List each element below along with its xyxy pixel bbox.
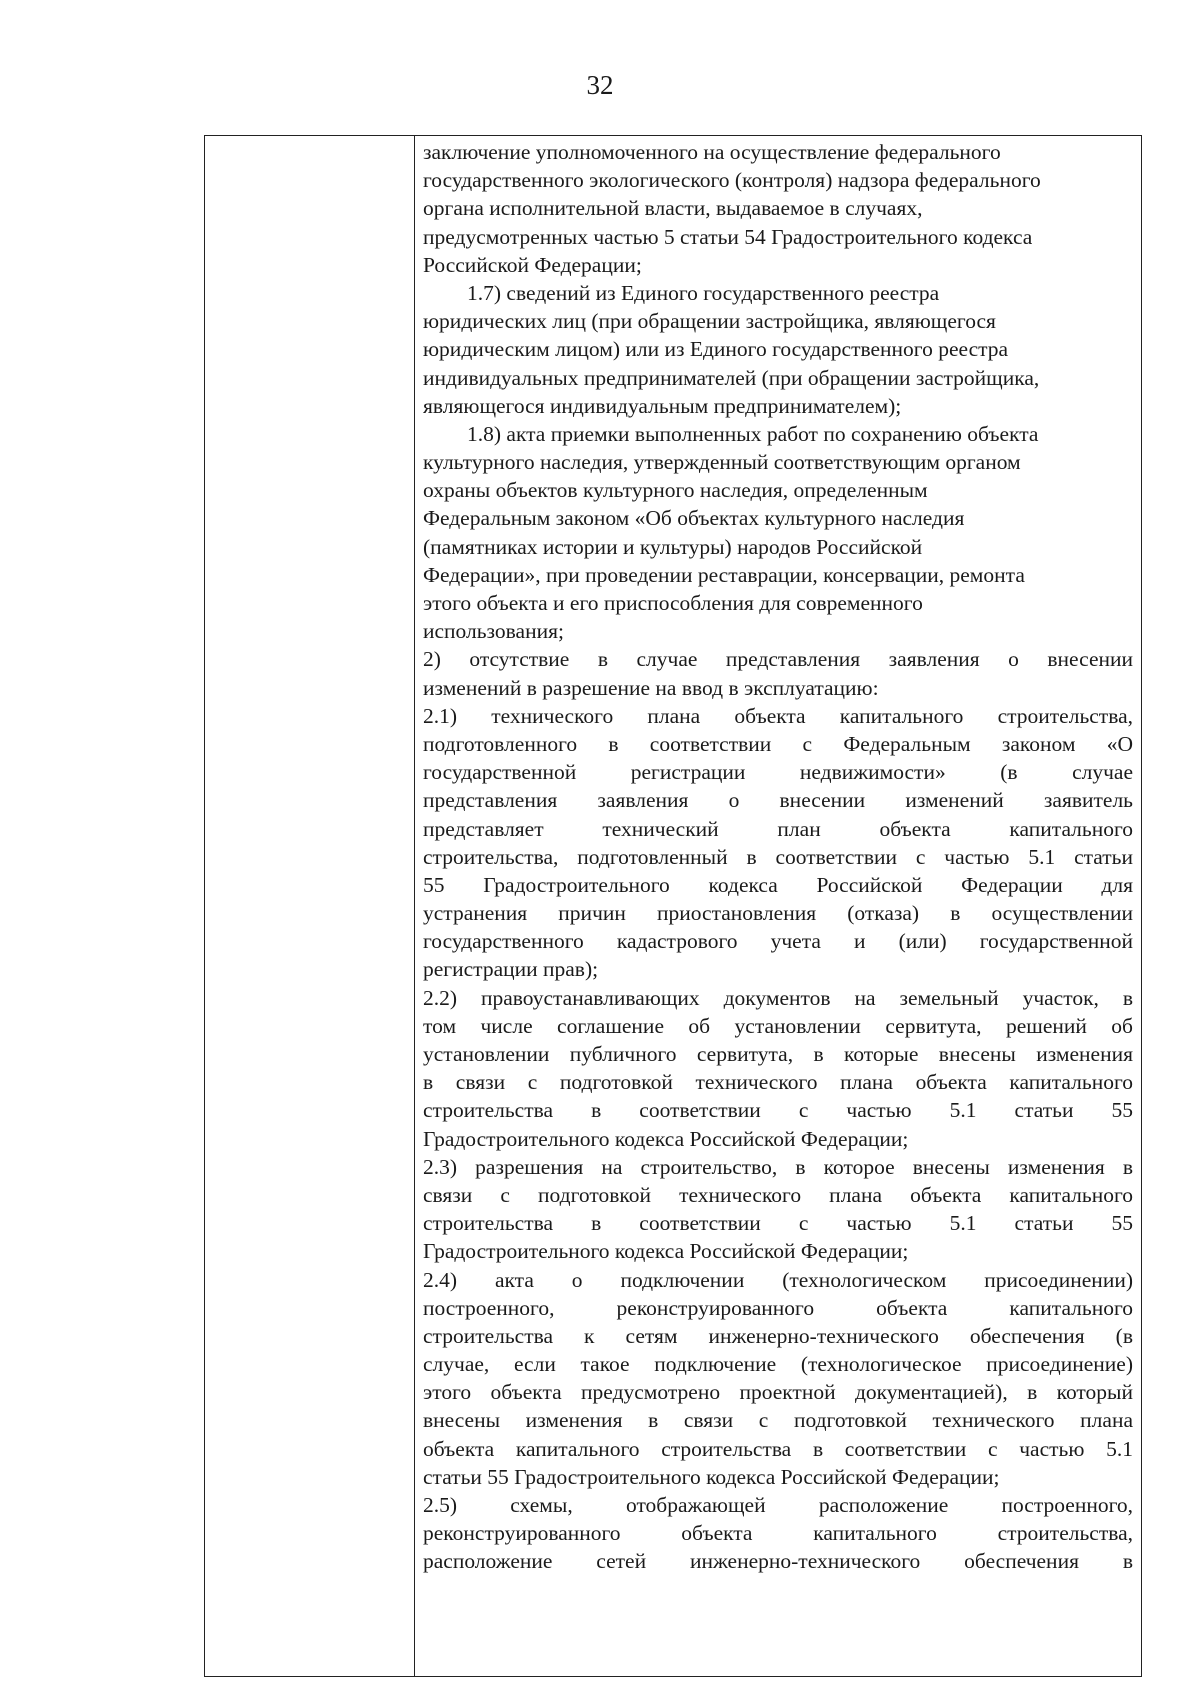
text-line: строительства к сетям инженерно-технического обеспечения (в [423, 1323, 1133, 1348]
text-line: в связи с подготовкой технического плана объекта капитального [423, 1070, 1133, 1095]
text-line: Федерации», при проведении реставрации, консервации, ремонта [423, 562, 1025, 587]
text-line: Федеральным законом «Об объектах культурного наследия [423, 506, 965, 531]
table-left-cell [205, 136, 413, 1676]
text-line: Российской Федерации; [423, 252, 642, 277]
text-line: 1.7) сведений из Единого государственного реестра [467, 280, 940, 305]
text-line: случае, если такое подключение (технологическое присоединение) [423, 1352, 1133, 1377]
text-line: (памятниках истории и культуры) народов Российской [423, 534, 923, 559]
text-line: объекта капитального строительства в соответствии с частью 5.1 [423, 1436, 1133, 1461]
text-line: представления заявления о внесении изменений заявитель [423, 788, 1133, 813]
text-line: органа исполнительной власти, выдаваемое в случаях, [423, 196, 923, 221]
text-line: устранения причин приостановления (отказа) в осуществлении [423, 901, 1133, 926]
text-line: заключение уполномоченного на осуществление федерального [423, 140, 1001, 164]
text-line: расположение сетей инженерно-технического обеспечения в [423, 1549, 1133, 1574]
page-number: 32 [586, 70, 614, 100]
text-line: внесены изменения в связи с подготовкой технического плана [423, 1408, 1133, 1433]
text-line: 2.1) технического плана объекта капитального строительства, [423, 703, 1133, 728]
text-line: 2.3) разрешения на строительство, в которое внесены изменения в [423, 1154, 1133, 1179]
column-divider [414, 136, 415, 1676]
text-line: юридических лиц (при обращении застройщика, являющегося [423, 309, 996, 334]
text-line: построенного, реконструированного объекта капитального [423, 1295, 1133, 1320]
text-line: предусмотренных частью 5 статьи 54 Градостроительного кодекса [423, 224, 1033, 249]
text-line: 2.4) акта о подключении (технологическом присоединении) [423, 1267, 1133, 1292]
text-line: индивидуальных предпринимателей (при обращении застройщика, [423, 365, 1040, 390]
text-line: являющегося индивидуальным предпринимателем); [423, 393, 902, 418]
text-line: строительства в соответствии с частью 5.1 статьи 55 [423, 1098, 1133, 1123]
text-line: регистрации прав); [423, 957, 599, 982]
text-line: 2.5) схемы, отображающей расположение построенного, [423, 1493, 1133, 1517]
text-line: строительства в соответствии с частью 5.1 статьи 55 [423, 1211, 1133, 1236]
text-line: юридическим лицом) или из Единого государственного реестра [423, 337, 1009, 362]
text-line: связи с подготовкой технического плана объекта капитального [423, 1182, 1133, 1207]
text-line: установлении публичного сервитута, в которые внесены изменения [423, 1042, 1133, 1066]
text-line: этого объекта предусмотрено проектной документацией), в который [423, 1380, 1133, 1405]
text-line: том числе соглашение об установлении сервитута, решений об [423, 1013, 1133, 1038]
text-line: реконструированного объекта капитального строительства, [423, 1521, 1133, 1546]
text-line: 2) отсутствие в случае представления заявления о внесении [423, 647, 1133, 672]
text-line: государственной регистрации недвижимости» (в случае [423, 760, 1133, 785]
text-line: изменений в разрешение на ввод в эксплуатацию: [423, 675, 879, 700]
text-line: строительства, подготовленный в соответствии с частью 5.1 статьи [423, 844, 1133, 869]
table-right-cell [423, 138, 1133, 1576]
document-table [204, 135, 1142, 1677]
text-line: государственного кадастрового учета и (или) государственной [423, 929, 1133, 954]
text-line: представляет технический план объекта капитального [423, 816, 1133, 841]
text-line: 2.2) правоустанавливающих документов на земельный участок, в [423, 985, 1133, 1010]
text-line: 55 Градостроительного кодекса Российской Федерации для [423, 872, 1133, 897]
text-line: культурного наследия, утвержденный соответствующим органом [423, 450, 1021, 475]
text-line: Градостроительного кодекса Российской Федерации; [423, 1126, 909, 1151]
text-line: этого объекта и его приспособления для современного [423, 591, 923, 615]
text-line: Градостроительного кодекса Российской Федерации; [423, 1239, 909, 1264]
text-line: подготовленного в соответствии с Федеральным законом «О [423, 731, 1133, 756]
text-line: охраны объектов культурного наследия, определенным [423, 478, 928, 503]
text-line: государственного экологического (контроля) надзора федерального [423, 168, 1041, 193]
text-line: 1.8) акта приемки выполненных работ по сохранению объекта [467, 421, 1039, 446]
text-line: статьи 55 Градостроительного кодекса Российской Федерации; [423, 1464, 1000, 1489]
text-line: использования; [423, 619, 564, 644]
